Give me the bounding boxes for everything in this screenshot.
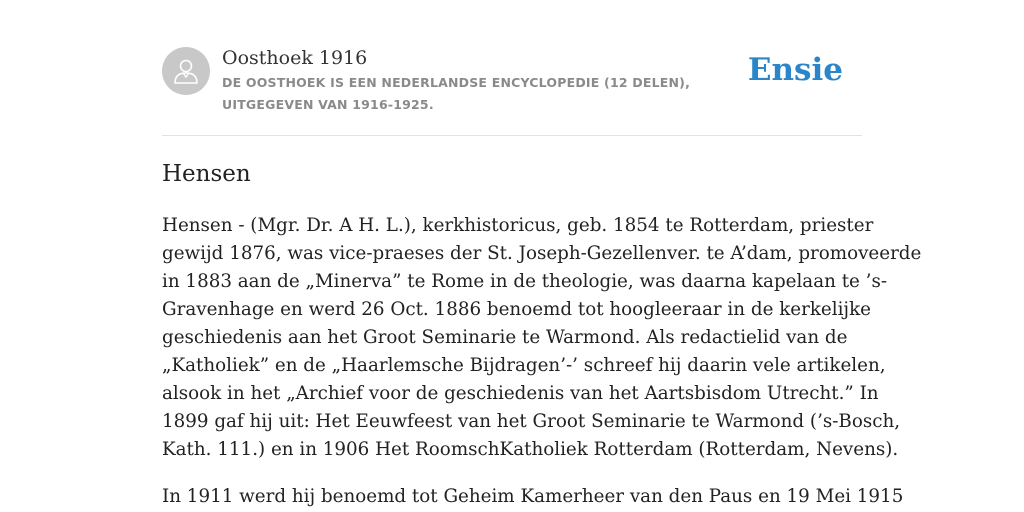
avatar[interactable] [162,47,210,95]
text-line: geschiedenis aan het Groot Seminarie te Warmond. Als redactielid van de [162,327,848,348]
entry-body [162,212,922,512]
text-line: 1899 gaf hij uit: Het Eeuwfeest van het Groot Seminarie te Warmond (’s-Bosch, [162,411,901,432]
source-description: DE OOSTHOEK IS EEN NEDERLANDSE ENCYCLOPEDIE (12 DELEN), UITGEGEVEN VAN 1916-1925. [222,75,691,112]
text-line: Hensen - (Mgr. Dr. A H. L.), kerkhistoricus, geb. 1854 te Rotterdam, priester [162,215,874,236]
entry-paragraph-1 [162,212,922,464]
brand-logo[interactable]: Ensie [747,52,843,88]
text-line: In 1911 werd hij benoemd tot Geheim Kamerheer van den Paus en 19 Mei 1915 [162,486,904,507]
text-line: Kath. 111.) en in 1906 Het RoomschKatholiek Rotterdam (Rotterdam, Nevens). [162,439,899,460]
text-line: in 1883 aan de „Minerva” te Rome in de theologie, was daarna kapelaan te ’s- [162,271,888,292]
text-line: gewijd 1876, was vice-praeses der St. Joseph-Gezellenver. te A’dam, promoveerde [162,243,922,264]
text-line: alsook in het „Archief voor de geschiedenis van het Aartsbisdom Utrecht.” In [162,383,879,404]
header-divider [162,135,862,136]
source-title[interactable]: Oosthoek 1916 [222,47,368,69]
user-icon [171,56,201,86]
entry-paragraph-2 [162,483,904,511]
text-line: „Katholiek” en de „Haarlemsche Bijdragen’-’ schreef hij daarin vele artikelen, [162,355,886,376]
text-line: Gravenhage en werd 26 Oct. 1886 benoemd tot hoogleeraar in de kerkelijke [162,299,871,320]
source-header [162,46,862,116]
entry-title: Hensen [162,161,251,187]
